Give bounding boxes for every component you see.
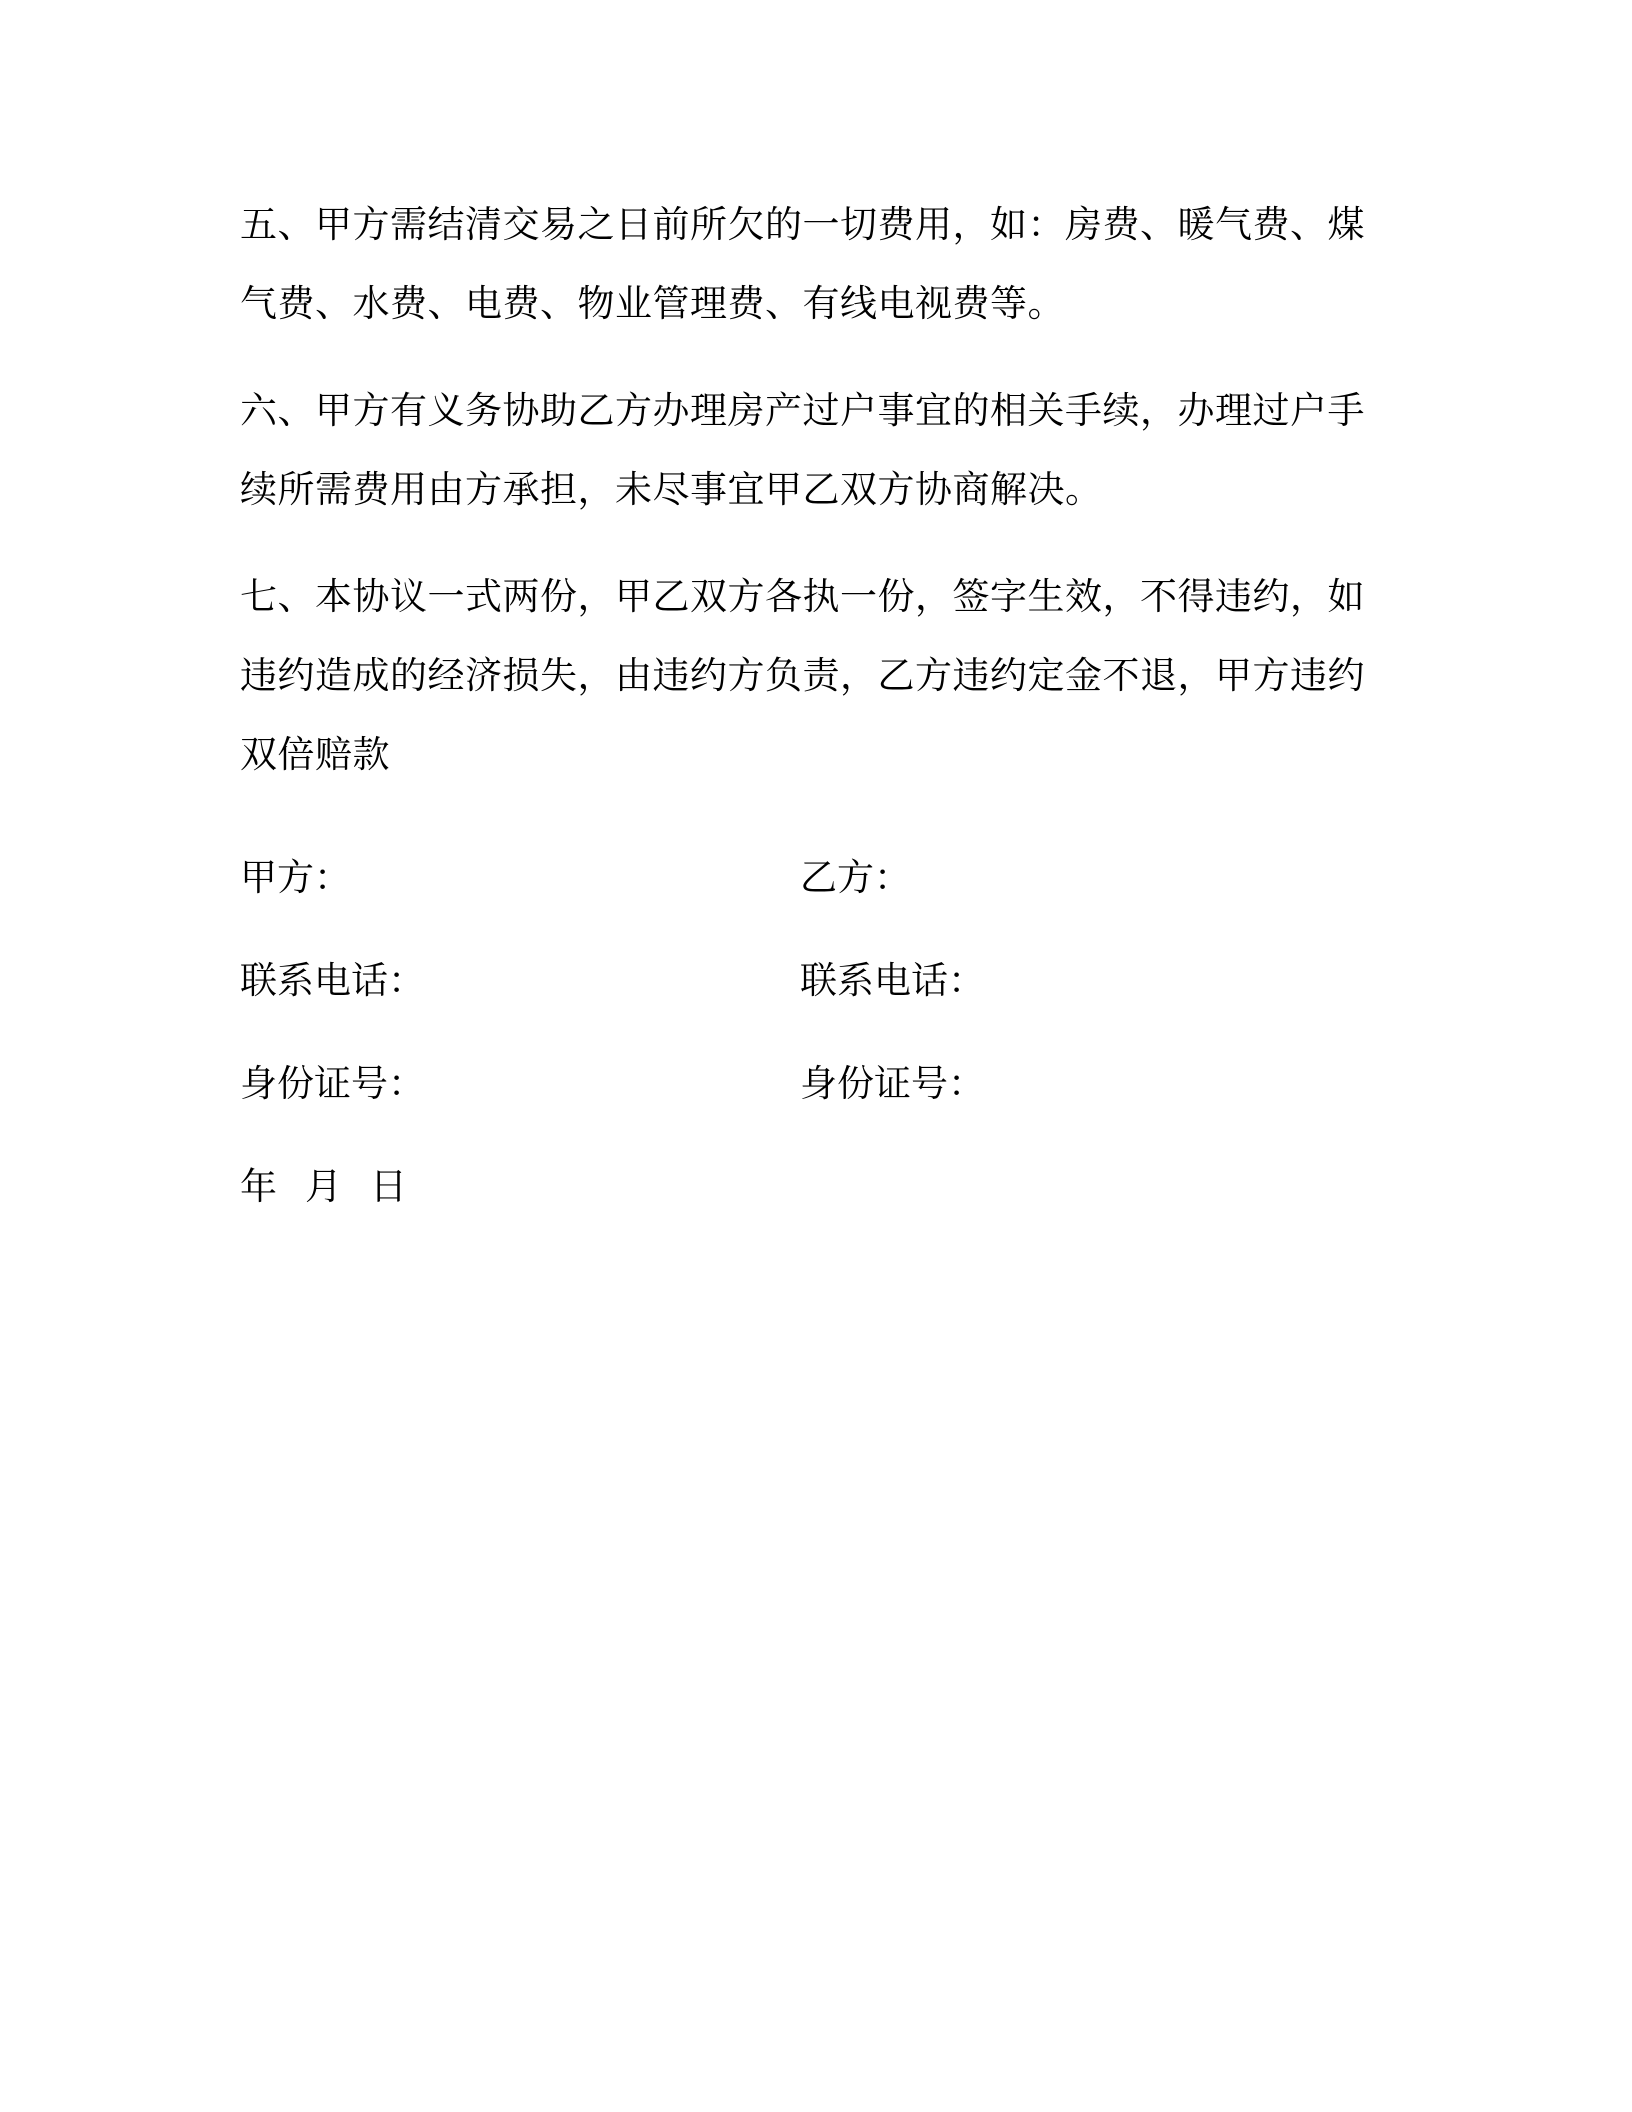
clause-5 (240, 185, 1365, 343)
clause-6-line-1: 六、甲方有义务协助乙方办理房产过户事宜的相关手续，办理过户手 (240, 389, 1365, 432)
id-row (240, 1028, 1360, 1131)
clause-7-line-3: 双倍赔款 (240, 733, 390, 776)
clause-7-line-2: 违约造成的经济损失，由违约方负责，乙方违约定金不退，甲方违约 (240, 654, 1365, 697)
date-day-label: 日 (370, 1164, 407, 1208)
party-a-label: 甲方： (240, 855, 351, 899)
party-a-phone-label: 联系电话： (240, 958, 425, 1002)
clause-5-line-1: 五、甲方需结清交易之日前所欠的一切费用，如：房费、暖气费、煤 (240, 203, 1365, 246)
clause-6-line-2: 续所需费用由方承担，未尽事宜甲乙双方协商解决。 (240, 468, 1103, 511)
clause-7 (240, 557, 1365, 794)
party-b-label: 乙方： (800, 855, 911, 899)
party-b-phone-label: 联系电话： (800, 958, 985, 1002)
party-a-id-label: 身份证号： (240, 1061, 425, 1105)
clause-6 (240, 371, 1365, 529)
contract-page (240, 185, 1365, 1234)
party-b-id-label: 身份证号： (800, 1061, 985, 1105)
clause-5-line-2: 气费、水费、电费、物业管理费、有线电视费等。 (240, 282, 1065, 325)
phone-row (240, 925, 1360, 1028)
date-year-label: 年 (240, 1164, 277, 1208)
date-month-label: 月 (305, 1164, 342, 1208)
party-row (240, 822, 1360, 925)
signature-block (240, 822, 1360, 1234)
clause-7-line-1: 七、本协议一式两份，甲乙双方各执一份，签字生效，不得违约，如 (240, 575, 1365, 618)
date-line (240, 1131, 1360, 1234)
